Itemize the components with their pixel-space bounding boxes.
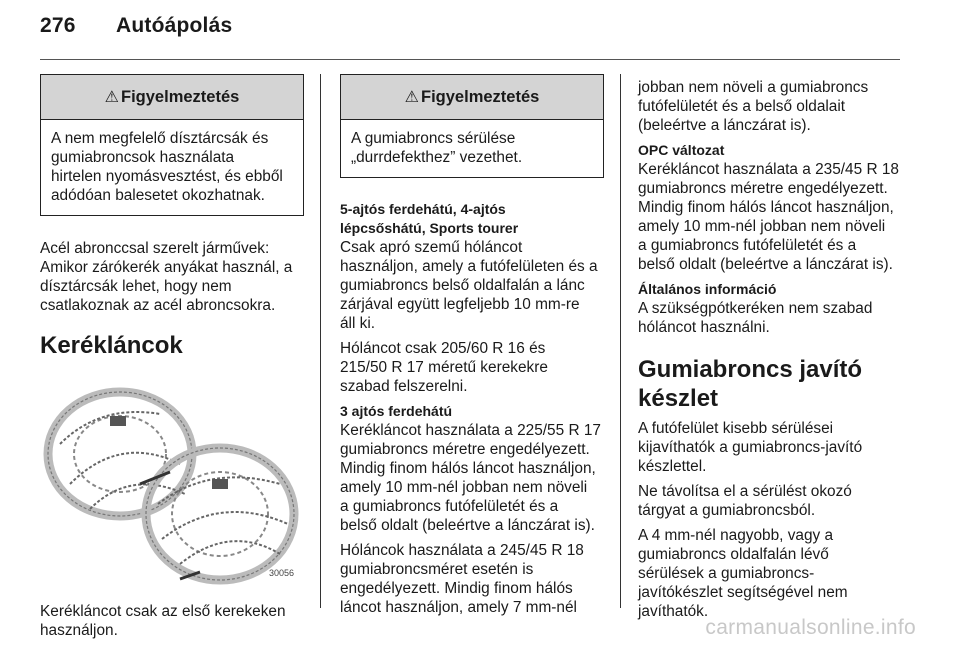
general-info-section: Általános információ A szükségpótkeréken nem szabad hóláncot használni. [638, 280, 908, 337]
repair-kit-intro: A futófelület kisebb sérülései kijavíthatók a gumiabroncs-javító készlettel. [638, 420, 863, 475]
three-door-section: 3 ajtós ferdehátú Kerékláncot használata a 225/55 R 17 gumiabroncs méretre engedélyezett. Mindig finom hálós láncot használjon, amely 10 mm-nél jobban nem növeli a gumiabroncs futófelületét és a belső oldalt (beleértve a lánczárat is). [340, 402, 604, 535]
warning-title: ⚠ Figyelmeztetés [341, 75, 603, 120]
warning-body: A nem megfelelő dísztárcsák és gumiabroncsok használata hirtelen nyomásvesztést, és ebből adódóan balesetet okozhatnak. [51, 130, 283, 204]
remove-object-note: Ne távolítsa el a sérülést okozó tárgyat a gumiabroncsból. [638, 483, 852, 519]
column-1 [40, 74, 304, 646]
warning-body: A gumiabroncs sérülése „durrdefekthez” vezethet. [351, 130, 523, 166]
column-3 [638, 78, 908, 627]
section-title-snow-chains: Kerékláncok [40, 332, 183, 359]
large-damage-note: A 4 mm-nél nagyobb, vagy a gumiabroncs oldalfalán lévő sérülések a gumiabroncs- javítókészlet segítségével nem javíthatók. [638, 527, 848, 620]
three-door-heading: 3 ajtós ferdehátú [340, 403, 453, 419]
continued-text: jobban nem növeli a gumiabroncs futófelületét és a belső oldalait (beleértve a lánczárat is). [638, 79, 869, 134]
steel-wheel-note: Acél abronccsal szerelt járművek: Amikor zárókerék anyákat használ, a dísztárcsák lehet, hogy nem csatlakoznak az acél abroncsokra. [40, 240, 293, 314]
warning-title: ⚠ Figyelmeztetés [41, 75, 303, 120]
models-heading: 5-ajtós ferdehátú, 4-ajtós lépcsőshátú, Sports tourer [340, 201, 519, 236]
column-divider [620, 74, 621, 608]
column-divider [320, 74, 321, 608]
warning-box [40, 74, 304, 216]
page-header [40, 14, 232, 38]
section-title-repair-kit: Gumiabroncs javító készlet [638, 356, 863, 412]
warning-icon: ⚠ [104, 89, 120, 106]
column-2 [340, 74, 604, 623]
snow-chain-drawing [40, 374, 304, 591]
general-info-heading: Általános információ [638, 281, 777, 297]
opc-heading: OPC változat [638, 142, 725, 158]
warning-box [340, 74, 604, 178]
warning-icon: ⚠ [404, 89, 420, 106]
tire-size-note: Hóláncot csak 205/60 R 16 és 215/50 R 17 méretű kerekekre szabad felszerelni. [340, 340, 548, 395]
header-rule [40, 59, 900, 60]
snow-chain-illustration [40, 374, 304, 591]
chain-245-note: Hóláncok használata a 245/45 R 18 gumiabroncsméret esetén is engedélyezett. Mindig finom hálós láncot használjon, amely 7 mm-nél [340, 542, 584, 616]
watermark: carmanualsonline.info [705, 616, 916, 639]
opc-section: OPC változat Kerékláncot használata a 235/45 R 18 gumiabroncs méretre engedélyezett. Mindig finom hálós láncot használjon, amely 10 mm-nél jobban nem növeli a gumiabroncs futófelületét és a belső oldalt (beleértve a lánczárat is). [638, 141, 908, 274]
page-title: Autóápolás [116, 14, 233, 37]
figure-label: 30056 [268, 568, 294, 578]
models-section: 5-ajtós ferdehátú, 4-ajtós lépcsőshátú, Sports tourer Csak apró szemű hóláncot használjon, amely a futófelületen és a gumiabroncs belső oldalfalán a lánc zárjával együtt legfeljebb 10 mm-re áll ki. [340, 200, 604, 333]
page-number: 276 [40, 14, 76, 37]
figure-caption: Kerékláncot csak az első kerekeken használjon. [40, 603, 286, 639]
